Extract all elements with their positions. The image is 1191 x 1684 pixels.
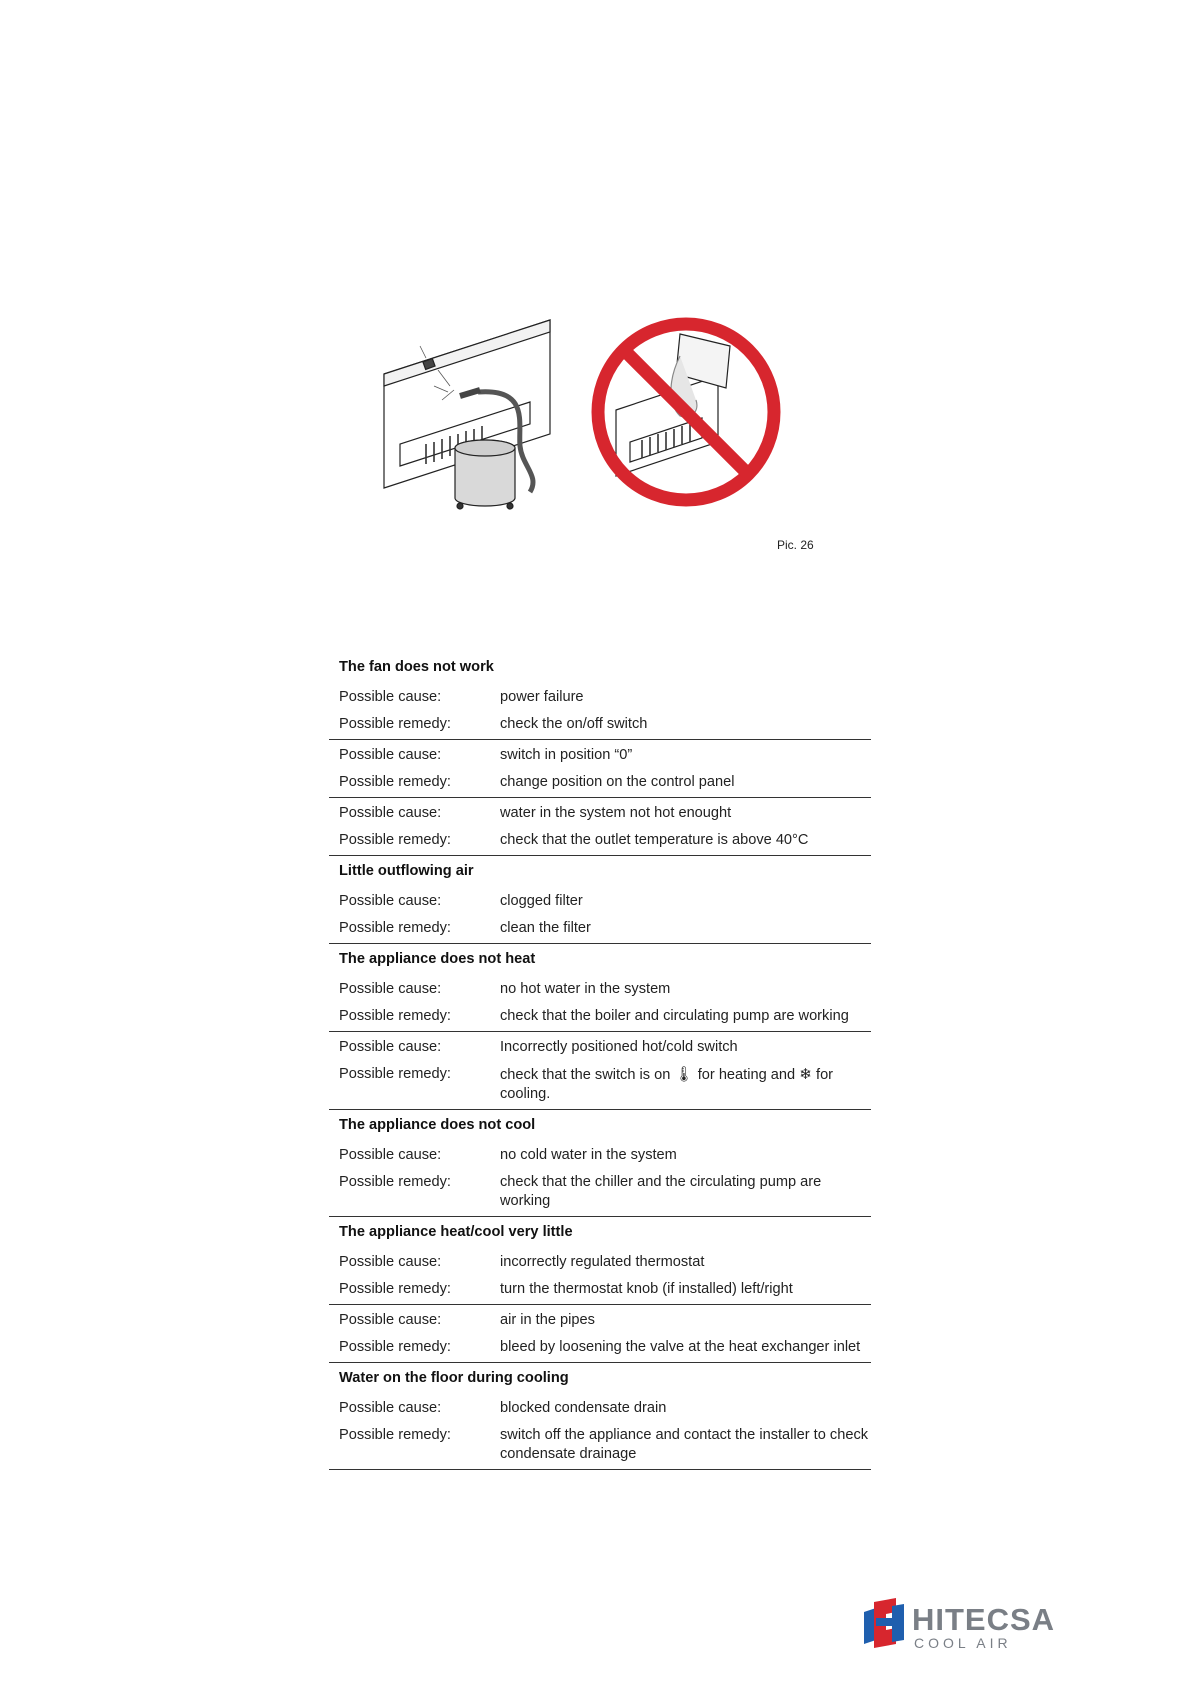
logo-tagline: COOL AIR — [914, 1635, 1012, 1651]
cause-label: Possible cause: — [339, 1147, 442, 1163]
section-heading-row — [329, 1363, 871, 1394]
cause-value: clogged filter — [500, 893, 583, 909]
remedy-value: bleed by loosening the valve at the heat exchanger inlet — [500, 1339, 861, 1355]
remedy-value: check that the boiler and circulating pump are working — [500, 1008, 849, 1024]
section-heading-row — [329, 856, 871, 887]
cause-label: Possible cause: — [339, 981, 442, 997]
section-heading-row — [329, 944, 871, 975]
cause-label: Possible cause: — [339, 747, 442, 763]
cause-label: Possible cause: — [339, 1400, 442, 1416]
remedy-label: Possible remedy: — [339, 1281, 451, 1297]
remedy-text-part: for cooling. — [500, 1067, 834, 1102]
remedy-text-part: for heating and — [697, 1067, 796, 1083]
remedy-label: Possible remedy: — [339, 774, 451, 790]
section-heading-row — [329, 1110, 871, 1141]
remedy-value: clean the filter — [500, 920, 591, 936]
cause-row — [329, 1140, 871, 1169]
remedy-value: change position on the control panel — [500, 774, 735, 790]
remedy-row — [329, 1334, 871, 1363]
remedy-label: Possible remedy: — [339, 1339, 451, 1355]
remedy-row — [329, 769, 871, 798]
remedy-row — [329, 1276, 871, 1305]
remedy-row — [329, 827, 871, 856]
remedy-row — [329, 915, 871, 944]
remedy-row — [329, 1169, 871, 1217]
remedy-row — [329, 1422, 871, 1470]
cause-label: Possible cause: — [339, 689, 442, 705]
section-title: The appliance does not heat — [339, 951, 536, 967]
remedy-value: switch off the appliance and contact the installer to check condensate drainage — [500, 1427, 869, 1462]
cause-row — [329, 974, 871, 1003]
figure-caption: Pic. 26 — [777, 538, 814, 552]
cause-row — [329, 682, 871, 711]
cause-row — [329, 1393, 871, 1422]
cause-row — [329, 886, 871, 915]
remedy-label: Possible remedy: — [339, 1174, 451, 1190]
cause-row — [329, 740, 871, 770]
remedy-label: Possible remedy: — [339, 1008, 451, 1024]
logo-mark — [864, 1598, 904, 1648]
remedy-value: check that the outlet temperature is above 40°C — [500, 832, 809, 848]
cause-value: incorrectly regulated thermostat — [500, 1254, 705, 1270]
cause-label: Possible cause: — [339, 1254, 442, 1270]
section-heading-row — [329, 1217, 871, 1248]
cause-row — [329, 798, 871, 828]
cause-value: switch in position “0” — [500, 747, 633, 763]
remedy-row — [329, 711, 871, 740]
cause-label: Possible cause: — [339, 1039, 442, 1055]
cause-label: Possible cause: — [339, 1312, 442, 1328]
logo-name: HITECSA — [912, 1602, 1056, 1637]
cause-value: water in the system not hot enought — [500, 805, 732, 821]
section-title: Water on the floor during cooling — [339, 1370, 569, 1386]
cause-label: Possible cause: — [339, 893, 442, 909]
cause-value: air in the pipes — [500, 1312, 595, 1328]
remedy-label: Possible remedy: — [339, 1427, 451, 1443]
section-heading-row — [329, 652, 871, 682]
hitecsa-logo — [862, 1596, 1112, 1652]
cause-value: power failure — [500, 689, 584, 705]
cause-value: no hot water in the system — [500, 981, 671, 997]
cause-value: no cold water in the system — [500, 1147, 677, 1163]
remedy-text-part: check that the switch is on — [500, 1067, 671, 1083]
troubleshooting-table — [329, 652, 871, 1470]
cause-label: Possible cause: — [339, 805, 442, 821]
section-title: The appliance does not cool — [339, 1117, 536, 1133]
remedy-label: Possible remedy: — [339, 920, 451, 936]
thermometer-icon: 🌡 — [670, 1066, 698, 1083]
remedy-label: Possible remedy: — [339, 832, 451, 848]
section-title: The fan does not work — [339, 659, 494, 675]
maintenance-illustration — [380, 316, 840, 556]
snowflake-icon: ❄ — [795, 1066, 817, 1083]
remedy-value: check that the chiller and the circulating pump are working — [500, 1174, 822, 1209]
remedy-value: check the on/off switch — [500, 716, 648, 732]
section-title: The appliance heat/cool very little — [339, 1224, 573, 1240]
remedy-row — [329, 1003, 871, 1032]
remedy-value: turn the thermostat knob (if installed) left/right — [500, 1281, 793, 1297]
cause-row — [329, 1305, 871, 1335]
remedy-label: Possible remedy: — [339, 1066, 451, 1082]
remedy-label: Possible remedy: — [339, 716, 451, 732]
cause-value: Incorrectly positioned hot/cold switch — [500, 1039, 738, 1055]
cause-row — [329, 1032, 871, 1062]
remedy-row — [329, 1061, 871, 1110]
cause-value: blocked condensate drain — [500, 1400, 667, 1416]
cause-row — [329, 1247, 871, 1276]
section-title: Little outflowing air — [339, 863, 474, 879]
